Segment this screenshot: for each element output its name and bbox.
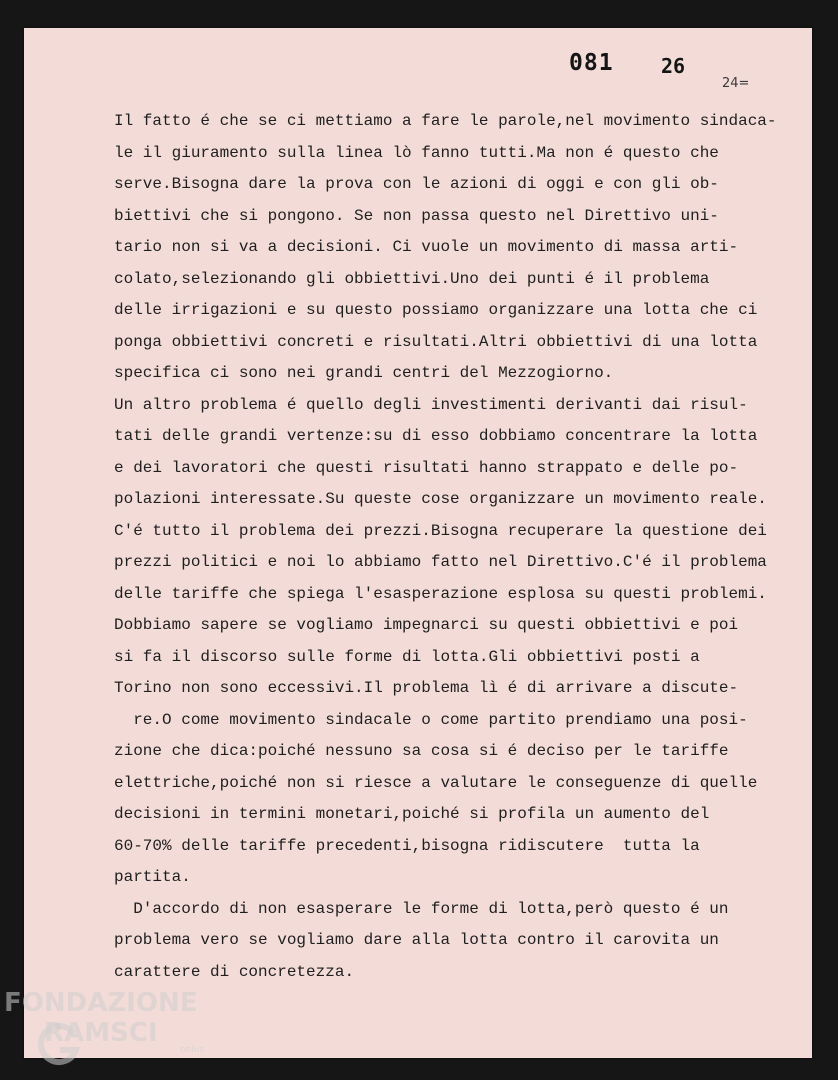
handwritten-page-number: 24= (722, 76, 750, 91)
text-line: partita. (114, 868, 191, 886)
text-line: elettriche,poiché non si riesce a valutare le conseguenze di quelle (114, 773, 758, 792)
text-line: biettivi che si pongono. Se non passa questo nel Direttivo uni- (114, 206, 719, 225)
text-line: ponga obbiettivi concreti e risultati.Altri obbiettivi di una lotta (114, 332, 758, 351)
text-line: zione che dica:poiché nessuno sa cosa si é deciso per le tariffe (114, 742, 729, 760)
watermark-suffix: onlus (180, 1045, 205, 1055)
text-line: Dobbiamo sapere se vogliamo impegnarci su questi obbiettivi e poi (114, 616, 739, 634)
text-line: le il giuramento sulla linea lò fanno tutti.Ma non é questo che (114, 143, 719, 162)
text-line: carattere di concretezza. (114, 962, 355, 981)
text-line: C'é tutto il problema dei prezzi.Bisogna recuperare la questione dei (114, 521, 767, 540)
text-line: Un altro problema é quello degli investimenti derivanti dai risul- (114, 395, 748, 414)
text-line: re.O come movimento sindacale o come partito prendiamo una posi- (114, 710, 748, 729)
text-line: specifica ci sono nei grandi centri del Mezzogiorno. (114, 364, 614, 382)
text-line: Il fatto é che se ci mettiamo a fare le parole,nel movimento sindaca- (114, 112, 777, 130)
text-line: serve.Bisogna dare la prova con le azioni di oggi e con gli ob- (114, 175, 719, 193)
typewritten-body (114, 106, 804, 988)
text-line: Torino non sono eccessivi.Il problema lì é di arrivare a discute- (114, 679, 739, 697)
text-line: tario non si va a decisioni. Ci vuole un movimento di massa arti- (114, 238, 739, 256)
watermark-line1: FONDAZIONE (4, 988, 198, 1018)
folio-number: 081 (569, 50, 614, 76)
text-line: 60-70% delle tariffe precedenti,bisogna ridiscutere tutta la (114, 836, 700, 855)
text-line: delle tariffe che spiega l'esasperazione esplosa su questi problemi. (114, 584, 767, 603)
text-line: polazioni interessate.Su queste cose organizzare un movimento reale. (114, 490, 767, 508)
text-line: tati delle grandi vertenze:su di esso dobbiamo concentrare la lotta (114, 427, 758, 445)
text-line: e dei lavoratori che questi risultati hanno strappato e delle po- (114, 458, 739, 477)
fondazione-gramsci-watermark (4, 988, 205, 1055)
text-line: colato,selezionando gli obbiettivi.Uno dei punti é il problema (114, 269, 710, 288)
text-line: si fa il discorso sulle forme di lotta.Gli obbiettivi posti a (114, 647, 700, 666)
text-line: prezzi politici e noi lo abbiamo fatto nel Direttivo.C'é il problema (114, 553, 767, 571)
text-line: problema vero se vogliamo dare alla lotta contro il carovita un (114, 931, 719, 949)
text-line: decisioni in termini monetari,poiché si profila un aumento del (114, 805, 710, 823)
text-line: delle irrigazioni e su questo possiamo organizzare una lotta che ci (114, 301, 758, 319)
document-page (24, 28, 812, 1058)
text-line: D'accordo di non esasperare le forme di lotta,però questo é un (114, 899, 729, 918)
g-monogram-icon (34, 1020, 82, 1068)
folio-page: 26 (661, 54, 686, 78)
watermark-line2: RAMSCI (44, 1018, 158, 1048)
